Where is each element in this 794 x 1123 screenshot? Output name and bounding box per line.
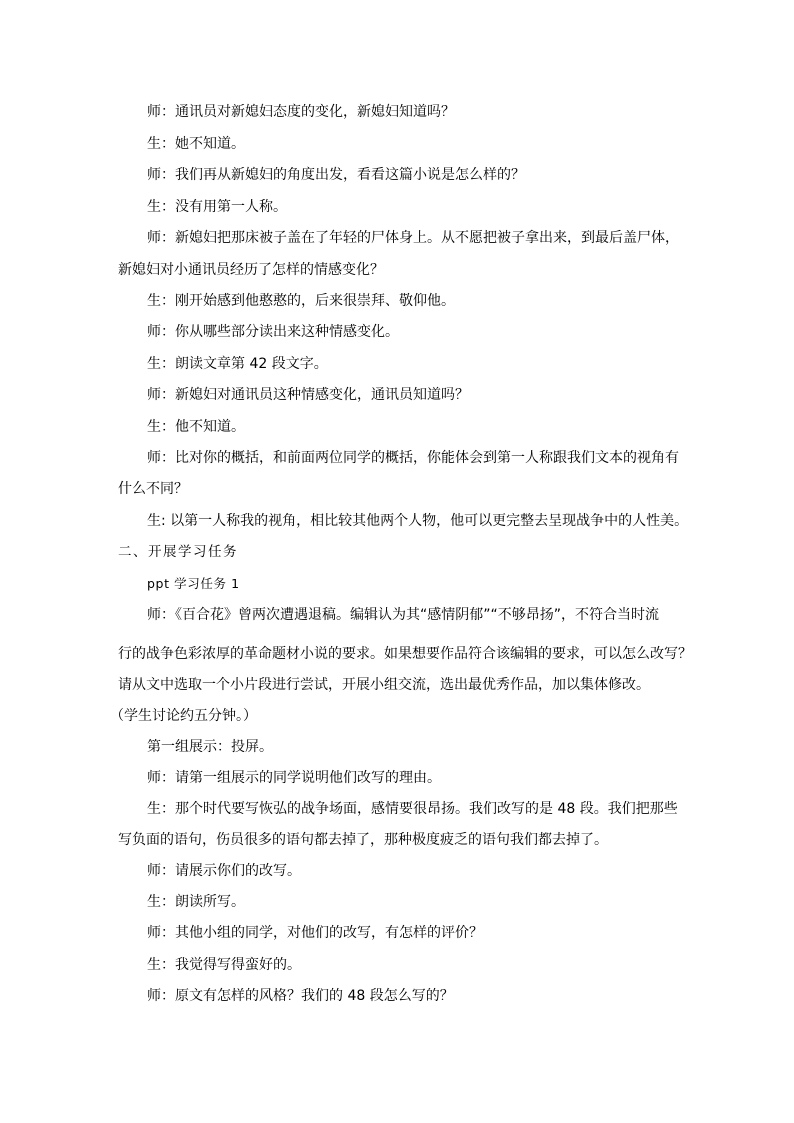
text-line: 生：朗读文章第 42 段文字。 <box>147 356 328 372</box>
text-line: 师：比对你的概括，和前面两位同学的概括，你能体会到第一人称跟我们文本的视角有 <box>147 450 679 466</box>
text-line: 生：那个时代要写恢弘的战争场面，感情要很昂扬。我们改写的是 48 段。我们把那些 <box>147 801 678 817</box>
text-line: 师：请第一组展示的同学说明他们改写的理由。 <box>147 770 441 786</box>
text-line: 生: 以第一人称我的视角，相比较其他两个人物，他可以更完整去呈现战争中的人性美。 <box>147 513 689 529</box>
text-line: 师：原文有怎样的风格？我们的 48 段怎么写的？ <box>147 988 454 1004</box>
section-heading: 二、开展学习任务 <box>118 544 238 560</box>
text-line: 行的战争色彩浓厚的革命题材小说的要求。如果想要作品符合该编辑的要求，可以怎么改写？ <box>118 646 692 662</box>
text-line: 师：你从哪些部分读出来这种情感变化。 <box>147 324 399 340</box>
text-line: 师：其他小组的同学，对他们的改写，有怎样的评价？ <box>147 925 483 941</box>
ppt-label: ppt 学习任务 1 <box>147 576 240 591</box>
text-line: 请从文中选取一个小片段进行尝试，开展小组交流，选出最优秀作品，加以集体修改。 <box>118 677 650 693</box>
text-line: 师：新媳妇把那床被子盖在了年轻的尸体身上。从不愿把被子拿出来，到最后盖尸体， <box>147 230 679 246</box>
text-line: 生：没有用第一人称。 <box>147 199 287 215</box>
text-line: 第一组展示：投屏。 <box>147 739 273 755</box>
text-line: 生：他不知道。 <box>147 419 245 435</box>
text-line: 新媳妇对小通讯员经历了怎样的情感变化？ <box>118 262 384 278</box>
text-line: 生：我觉得写得蛮好的。 <box>147 957 301 973</box>
text-line: 生：她不知道。 <box>147 136 245 152</box>
text-line: 生：刚开始感到他憨憨的，后来很崇拜、敬仰他。 <box>147 293 455 309</box>
text-line: （学生讨论约五分钟。） <box>110 708 257 724</box>
text-line: 师：通讯员对新媳妇态度的变化，新媳妇知道吗？ <box>147 104 455 120</box>
text-line: 写负面的语句，伤员很多的语句都去掉了，那种极度疲乏的语句我们都去掉了。 <box>118 832 608 848</box>
text-line: 师：新媳妇对通讯员这种情感变化，通讯员知道吗？ <box>147 387 469 403</box>
text-line: 师：我们再从新媳妇的角度出发，看看这篇小说是怎么样的？ <box>147 167 525 183</box>
text-line: 师：请展示你们的改写。 <box>147 863 301 879</box>
text-line: 师：《百合花》曾两次遭遇退稿。编辑认为其“感情阴郁”“不够昂扬”，不符合当时流 <box>147 607 660 623</box>
text-line: 生：朗读所写。 <box>147 894 245 910</box>
text-line: 什么不同？ <box>118 481 188 497</box>
